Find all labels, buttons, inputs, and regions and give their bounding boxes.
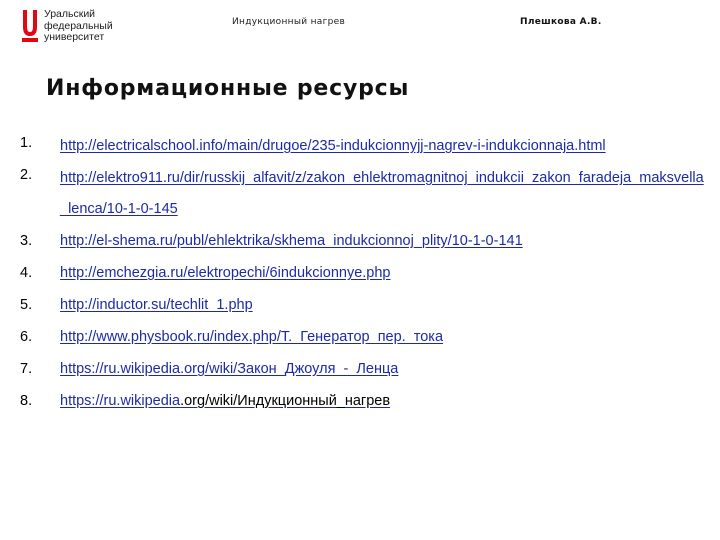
resource-link[interactable]: http://electricalschool.info/main/drugoe/235-indukcionnyjj-nagrev-i-indukcionnaja.html — [60, 138, 606, 154]
resource-link[interactable]: http://emchezgia.ru/elektropechi/6indukcionnye.php — [60, 265, 391, 281]
item-number: 1. — [20, 135, 33, 151]
resource-item — [20, 293, 710, 325]
resource-link[interactable]: http://el-shema.ru/publ/ehlektrika/skhema_indukcionnoj_plity/10-1-0-141 — [60, 233, 523, 249]
resource-link[interactable]: https://ru.wikipedia.org/wiki/Закон_Джоуля_-_Ленца — [60, 361, 399, 377]
university-logo-mark-icon — [22, 9, 38, 43]
logo-line-2: федеральный — [44, 19, 113, 32]
item-number: 7. — [20, 361, 33, 377]
resource-link-plain-part: .org/wiki/Индукционный_нагрев — [180, 393, 391, 409]
resource-list — [20, 134, 710, 421]
page-title: Информационные ресурсы — [46, 76, 410, 101]
item-number: 8. — [20, 393, 33, 409]
resource-link[interactable]: http://inductor.su/techlit_1.php — [60, 297, 253, 313]
resource-item — [20, 131, 710, 162]
header-author: Плешкова А.В. — [520, 17, 602, 27]
item-number: 6. — [20, 329, 33, 345]
resource-link[interactable]: http://www.physbook.ru/index.php/Т._Генератор_пер._тока — [60, 329, 444, 345]
logo-line-3: университет — [44, 31, 105, 43]
university-logo — [22, 9, 132, 43]
resource-item — [20, 357, 710, 389]
resource-item — [20, 229, 710, 261]
item-number: 4. — [20, 265, 33, 281]
resource-item — [20, 325, 710, 357]
resource-link[interactable]: http://elektro911.ru/dir/russkij_alfavit/z/zakon_ehlektromagnitnoj_indukcii_zakon_faradeja_maksvella_lenca/10-1-0-145 — [60, 170, 704, 217]
resource-link[interactable] — [60, 389, 710, 415]
logo-line-1: Уральский — [44, 8, 96, 20]
resource-item — [20, 163, 710, 225]
resource-item — [20, 261, 710, 293]
item-number: 3. — [20, 233, 33, 249]
university-logo-text — [44, 9, 113, 44]
resource-item — [20, 389, 710, 421]
header-topic: Индукционный нагрев — [232, 17, 346, 27]
item-number: 2. — [20, 167, 33, 183]
resource-link-linked-part: https://ru.wikipedia — [60, 393, 181, 409]
item-number: 5. — [20, 297, 33, 313]
